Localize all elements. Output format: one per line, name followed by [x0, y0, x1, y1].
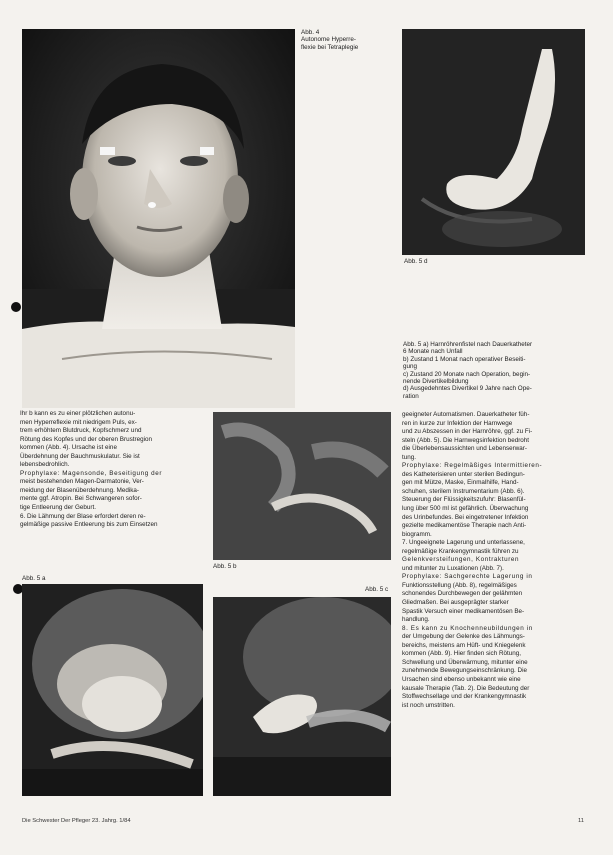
body-line: die Überlebensaussichten und Lebenserwar- — [402, 445, 527, 453]
running-footer: Die Schwester Der Pfleger 23. Jahrg. 1/84 — [22, 818, 131, 824]
body-line: Schwellung und Überwärmung, mitunter eine — [402, 658, 528, 666]
body-line: Überdehnung der Bauchmuskulatur. Sie ist — [20, 452, 140, 460]
punch-hole-top — [11, 302, 21, 312]
xray-5d-image — [402, 29, 585, 255]
figure-5-caption-line: b) Zustand 1 Monat nach operativer Beseiti- — [403, 355, 526, 363]
body-line: meidung der Blasenüberdehnung. Medika- — [20, 486, 140, 494]
figure-4-caption-line: flexie bei Tetraplegie — [301, 43, 359, 51]
body-line: Prophylaxe: Magensonde, Beseitigung der — [20, 469, 163, 477]
xray-5b-image — [213, 412, 391, 560]
body-line: und zu Abszessen in der Harnröhre, ggf. zu Fi- — [402, 428, 533, 436]
body-line: Gliedmaßen. Bei ausgeprägter starker — [402, 599, 509, 607]
body-line: Prophylaxe: Sachgerechte Lagerung in — [402, 573, 533, 581]
figure-5-caption-line: d) Ausgedehntes Divertikel 9 Jahre nach Ope- — [403, 385, 532, 393]
figure-5-caption-line: c) Zustand 20 Monate nach Operation, begin- — [403, 370, 531, 378]
body-line: steln (Abb. 5). Die Harnwegsinfektion bedroht — [402, 436, 530, 444]
body-line: meist bestehenden Magen-Darmatonie, Ver- — [20, 478, 144, 486]
figure-4-caption — [301, 29, 391, 51]
body-line: 6. Die Lähmung der Blase erfordert deren re- — [20, 512, 146, 520]
body-line: Spastik Versuch einer medikamentösen Be- — [402, 607, 525, 615]
body-line: lung über 500 ml ist gefährlich. Überwachung — [402, 505, 529, 513]
body-line: men Hyperreflexie mit niedrigem Puls, ex- — [20, 418, 137, 426]
body-line: biogramm. — [402, 530, 432, 538]
figure-5b-xray — [213, 412, 391, 560]
body-line: Ursachen sind ebenso unbekannt wie eine — [402, 675, 521, 683]
body-line: regelmäßige Krankengymnastik führen zu — [402, 547, 519, 555]
body-line: gen mit Mütze, Maske, Einmalhilfe, Hand- — [402, 479, 519, 487]
body-line: tige Entleerung der Geburt. — [20, 504, 96, 512]
body-line: tung. — [402, 453, 417, 461]
body-line: kausale Therapie (Tab. 2). Die Bedeutung der — [402, 684, 530, 692]
body-line: ren in kurze zur Infektion der Harnwege — [402, 419, 513, 427]
page-number: 11 — [578, 818, 585, 824]
figure-5a-xray — [22, 584, 203, 796]
body-line: geeigneter Automatismen. Dauerkatheter füh- — [402, 411, 530, 418]
body-line: zunehmende Bewegungseinschränkung. Die — [402, 667, 527, 675]
body-line: des Urinbefundes. Bei eingetretener Infektion — [402, 513, 529, 521]
body-line: trem erhöhtem Blutdruck, Kopfschmerz und — [20, 427, 142, 435]
figure-5-caption — [403, 341, 588, 400]
figure-5-caption-line: ration — [403, 392, 419, 400]
body-line: ist noch umstritten. — [402, 701, 455, 709]
xray-5a-image — [22, 584, 203, 796]
figure-5a-label: Abb. 5 a — [22, 575, 46, 582]
figure-5-caption-line: nende Divertikelbildung — [403, 378, 469, 386]
body-line: Steuerung der Flüssigkeitszufuhr: Blasenfül- — [402, 496, 526, 504]
portrait-image — [22, 29, 295, 408]
figure-5d-xray — [402, 29, 585, 255]
body-line: bereichs, meistens am Hüft- und Kniegelenk — [402, 641, 526, 649]
body-line: gezielte medikamentöse Therapie nach Anti- — [402, 522, 527, 530]
figure-5-caption-line: 6 Monate nach Unfall — [403, 348, 463, 356]
figure-5c-label: Abb. 5 c — [365, 586, 389, 593]
body-line: und mitunter zu Luxationen (Abb. 7). — [402, 564, 504, 572]
body-line: Gelenkversteifungen, Kontrakturen — [402, 556, 520, 564]
body-line: Stoffwechsellage und der Krankengymnastik — [402, 693, 527, 701]
figure-5c-xray — [213, 597, 391, 796]
body-line: 7. Ungeeignete Lagerung und unterlassene, — [402, 539, 525, 547]
body-line: der Umgebung der Gelenke des Lähmungs- — [402, 633, 525, 641]
figure-5-caption-line: gung — [403, 363, 418, 371]
left-column-text — [20, 410, 206, 530]
body-line: schuhen, sterilem Instrumentarium (Abb. 6). — [402, 487, 525, 495]
body-line: des Katheterisieren unter sterilen Bedingun- — [402, 470, 525, 478]
body-line: schonendes Durchbewegen der gelähmten — [402, 590, 523, 598]
body-line: Rötung des Kopfes und der oberen Brustregion — [20, 435, 152, 443]
right-column-text — [402, 411, 587, 710]
body-line: gelmäßige passive Entleerung bis zum Einsetzen — [20, 521, 158, 529]
figure-5b-label: Abb. 5 b — [213, 563, 237, 570]
body-line: kommen (Abb. 4). Ursache ist eine — [20, 444, 117, 452]
figure-4-photo — [22, 29, 295, 408]
figure-4-caption-line: Autonome Hyperre- — [301, 36, 356, 44]
figure-5-caption-line: Abb. 5 a) Harnröhrenfistel nach Dauerkatheter — [403, 341, 533, 348]
body-line: Prophylaxe: Regelmäßiges Intermittieren- — [402, 462, 543, 470]
body-line: 8. Es kann zu Knochenneubildungen in — [402, 624, 533, 632]
xray-5c-image — [213, 597, 391, 796]
body-line: Ihr b kann es zu einer plötzlichen autonu- — [20, 410, 136, 417]
body-line: lebensbedrohlich. — [20, 461, 70, 469]
figure-5d-label: Abb. 5 d — [404, 258, 428, 265]
body-line: handlung. — [402, 616, 430, 624]
body-line: kommen (Abb. 9). Hier finden sich Rötung, — [402, 650, 521, 658]
body-line: mente ggf. Atropin. Bei Schwangeren sofor- — [20, 495, 142, 503]
figure-4-caption-title: Abb. 4 — [301, 29, 320, 36]
body-line: Funktionsstellung (Abb. 8), regelmäßiges — [402, 581, 517, 589]
